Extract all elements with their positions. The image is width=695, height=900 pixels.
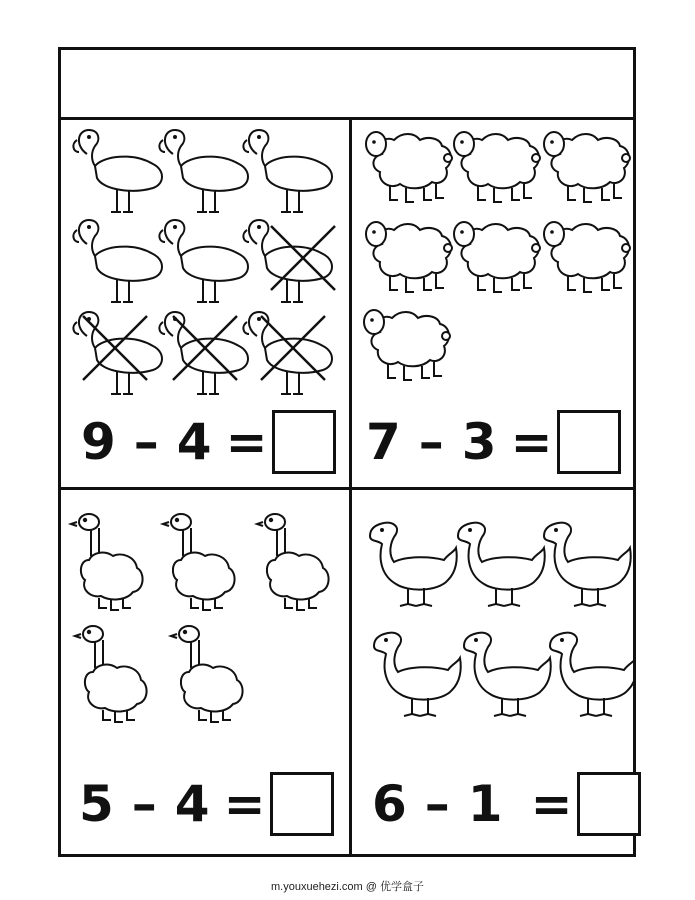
problem-cell-flamingo [61,120,349,487]
goose-item [458,523,545,606]
answer-box[interactable] [270,772,334,836]
equation-operand-a: 6 [372,775,407,833]
sheep-item [366,132,452,202]
equation-equals: = [530,775,573,833]
sheep-picture-group [352,120,633,410]
footer-watermark: m.youxuehezi.com @ 优学盒子 [271,881,424,893]
equation-operand-b: 4 [176,413,212,471]
equation-operand-a: 5 [79,775,114,833]
sheep-item [366,222,452,292]
equation-operand-a: 9 [81,413,116,471]
problem-cell-goose [352,490,633,854]
answer-box[interactable] [557,410,621,474]
ostrich-item [163,514,235,610]
equation-operand-b: 4 [174,775,210,833]
flamingo-item [243,130,332,212]
goose-item [550,633,633,716]
equation-operand-b: 3 [461,413,497,471]
problem-cell-sheep [352,120,633,487]
flamingo-item-crossed [243,220,335,302]
goose-item [544,523,631,606]
flamingo-item [73,130,162,212]
goose-item [464,633,551,716]
ostrich-item [257,514,329,610]
equation-operator: – [424,775,450,833]
goose-picture-group [352,490,633,730]
goose-item [370,523,457,606]
ostrich-item [71,514,143,610]
sheep-item [544,222,630,292]
ostrich-item [171,626,243,722]
problem-cell-ostrich [61,490,349,854]
flamingo-item-crossed [73,312,162,394]
equation [372,772,641,836]
equation-operator: – [131,775,157,833]
equation-operand-b: 1 [467,775,503,833]
ostrich-item [75,626,147,722]
flamingo-item [159,220,248,302]
answer-box[interactable] [577,772,641,836]
equation-equals: = [510,413,553,471]
equation-operator: – [418,413,444,471]
equation-equals: = [225,413,268,471]
flamingo-item-crossed [243,312,332,394]
ostrich-picture-group [61,490,349,730]
flamingo-item [159,130,248,212]
title-bar [61,50,633,120]
flamingo-picture-group [61,120,349,420]
sheep-item [544,132,630,202]
equation [81,410,336,474]
equation-operator: – [133,413,159,471]
answer-box[interactable] [272,410,336,474]
flamingo-item-crossed [159,312,248,394]
equation-equals: = [223,775,266,833]
equation-operand-a: 7 [366,413,401,471]
equation [79,772,334,836]
sheep-item [454,222,540,292]
worksheet-frame [58,47,636,857]
equation [366,410,621,474]
sheep-item [454,132,540,202]
sheep-item [364,310,450,380]
goose-item [374,633,461,716]
flamingo-item [73,220,162,302]
